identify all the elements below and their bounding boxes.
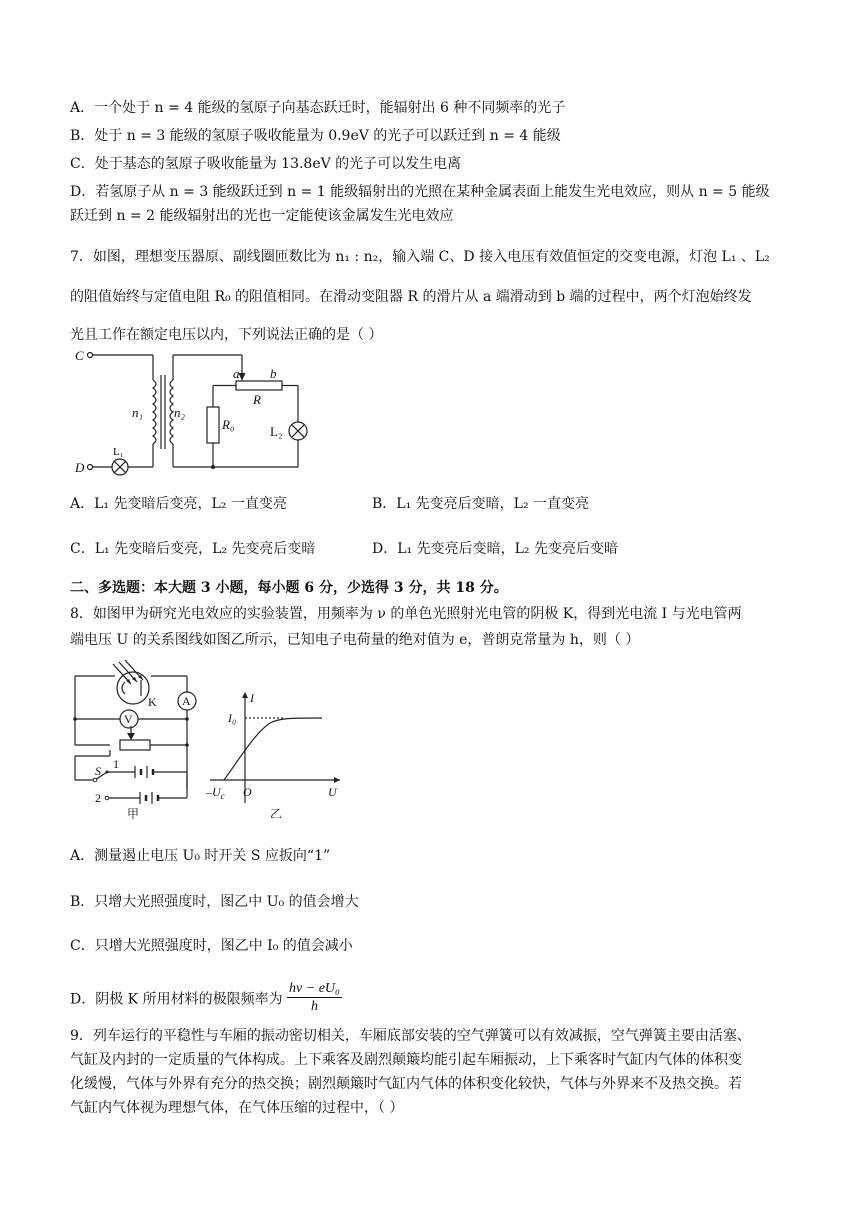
q8-stem-line1: 8．如图甲为研究光电效应的实验装置，用频率为 ν 的单色光照射光电管的阴极 K，得到光电流 I 与光电管两 — [70, 606, 742, 622]
fraction-numerator: hν − eU₀ — [289, 981, 340, 996]
label-ammeter: A — [182, 694, 191, 708]
q9-line3: 化缓慢，气体与外界有充分的热交换；剧烈颠簸时气缸内气体的体积变化较快，气体与外界来不及热交换。若 — [70, 1076, 742, 1092]
q7-option-c: C．L₁ 先变暗后变亮，L₂ 先变亮后变暗 — [70, 541, 316, 557]
label-position-1: 1 — [113, 757, 119, 771]
q7-stem-line2: 的阻值始终与定值电阻 R₀ 的阻值相同。在滑动变阻器 R 的滑片从 a 端滑动到 b 端的过程中，两个灯泡始终发 — [70, 289, 752, 305]
q6-option-b: B．处于 n = 3 能级的氢原子吸收能量为 0.9eV 的光子可以跃迁到 n = 4 能级 — [70, 128, 561, 144]
q9-line1: 9．列车运行的平稳性与车厢的振动密切相关，车厢底部安装的空气弹簧可以有效减振，空气弹簧主要由活塞、 — [70, 1028, 751, 1044]
label-neg-uc: $-U_c$ — [206, 785, 225, 801]
label-r0: R₀ — [222, 417, 235, 432]
fraction — [287, 980, 342, 1015]
label-r: R — [253, 392, 261, 407]
q6-option-d-line1: D．若氢原子从 n = 3 能级跃迁到 n = 1 能级辐射出的光照在某种金属表面上能发生光电效应，则从 n = 5 能级 — [70, 184, 770, 200]
axis-label-u: U — [328, 785, 337, 799]
label-l2: L₂ — [270, 424, 283, 439]
axis-label-i: I — [250, 691, 254, 705]
q8-option-d — [70, 982, 342, 1017]
label-voltmeter: V — [124, 712, 133, 726]
caption-jia: 甲 — [127, 807, 140, 820]
q8-option-d-text: D．阴极 K 所用材料的极限频率为 — [70, 991, 283, 1008]
q8-iu-graph-yi — [200, 688, 350, 818]
label-d: D — [75, 460, 85, 475]
q7-stem-line1: 7．如图，理想变压器原、副线圈匝数比为 n₁ : n₂，输入端 C、D 接入电压有效值恒定的交变电源，灯泡 L₁ 、L₂ — [70, 249, 770, 265]
label-l1: L₁ — [113, 446, 124, 458]
q6-option-a: A．一个处于 n = 4 能级的氢原子向基态跃迁时，能辐射出 6 种不同频率的光子 — [70, 100, 566, 116]
q6-option-c: C．处于基态的氢原子吸收能量为 13.8eV 的光子可以发生电离 — [70, 156, 462, 172]
q9-line4: 气缸内气体视为理想气体，在气体压缩的过程中，（ ） — [70, 1100, 404, 1116]
q6-option-d-line2: 跃迁到 n = 2 能级辐射出的光也一定能使该金属发生光电效应 — [70, 208, 454, 224]
q7-circuit-figure — [70, 345, 320, 480]
caption-yi: 乙 — [270, 807, 283, 818]
label-origin: O — [243, 785, 252, 799]
label-a: a — [233, 366, 240, 381]
label-n1: n₁ — [132, 405, 144, 420]
label-k: K — [148, 695, 157, 709]
label-position-2: 2 — [95, 791, 101, 805]
label-i0: I₀ — [228, 711, 237, 725]
q9-line2: 气缸及内封的一定质量的气体构成。上下乘客及剧烈颠簸均能引起车厢振动，上下乘客时气缸内气体的体积变 — [70, 1052, 742, 1068]
q8-stem-line2: 端电压 U 的关系图线如图乙所示，已知电子电荷量的绝对值为 e，普朗克常量为 h，则（ ） — [70, 632, 640, 648]
q7-stem-line3: 光且工作在额定电压以内，下列说法正确的是（ ） — [70, 327, 383, 343]
fraction-denominator: h — [310, 999, 318, 1014]
label-n2: n₂ — [174, 405, 186, 420]
q7-option-d: D．L₁ 先变亮后变暗，L₂ 先变亮后变暗 — [372, 541, 618, 557]
label-switch-s: S — [95, 764, 101, 778]
label-b: b — [270, 366, 277, 381]
section-heading: 二、多选题：本大题 3 小题，每小题 6 分，少选得 3 分，共 18 分。 — [70, 580, 508, 596]
q8-option-a: A．测量遏止电压 U₀ 时开关 S 应扳向“1” — [70, 848, 331, 864]
q7-option-b: B．L₁ 先变亮后变暗，L₂ 一直变亮 — [372, 496, 590, 512]
q7-option-a: A．L₁ 先变暗后变亮，L₂ 一直变亮 — [70, 496, 287, 512]
q8-option-c: C．只增大光照强度时，图乙中 I₀ 的值会减小 — [70, 938, 353, 954]
q8-option-b: B．只增大光照强度时，图乙中 U₀ 的值会增大 — [70, 894, 359, 910]
q8-apparatus-figure-jia — [65, 660, 200, 820]
label-c: C — [75, 348, 84, 363]
